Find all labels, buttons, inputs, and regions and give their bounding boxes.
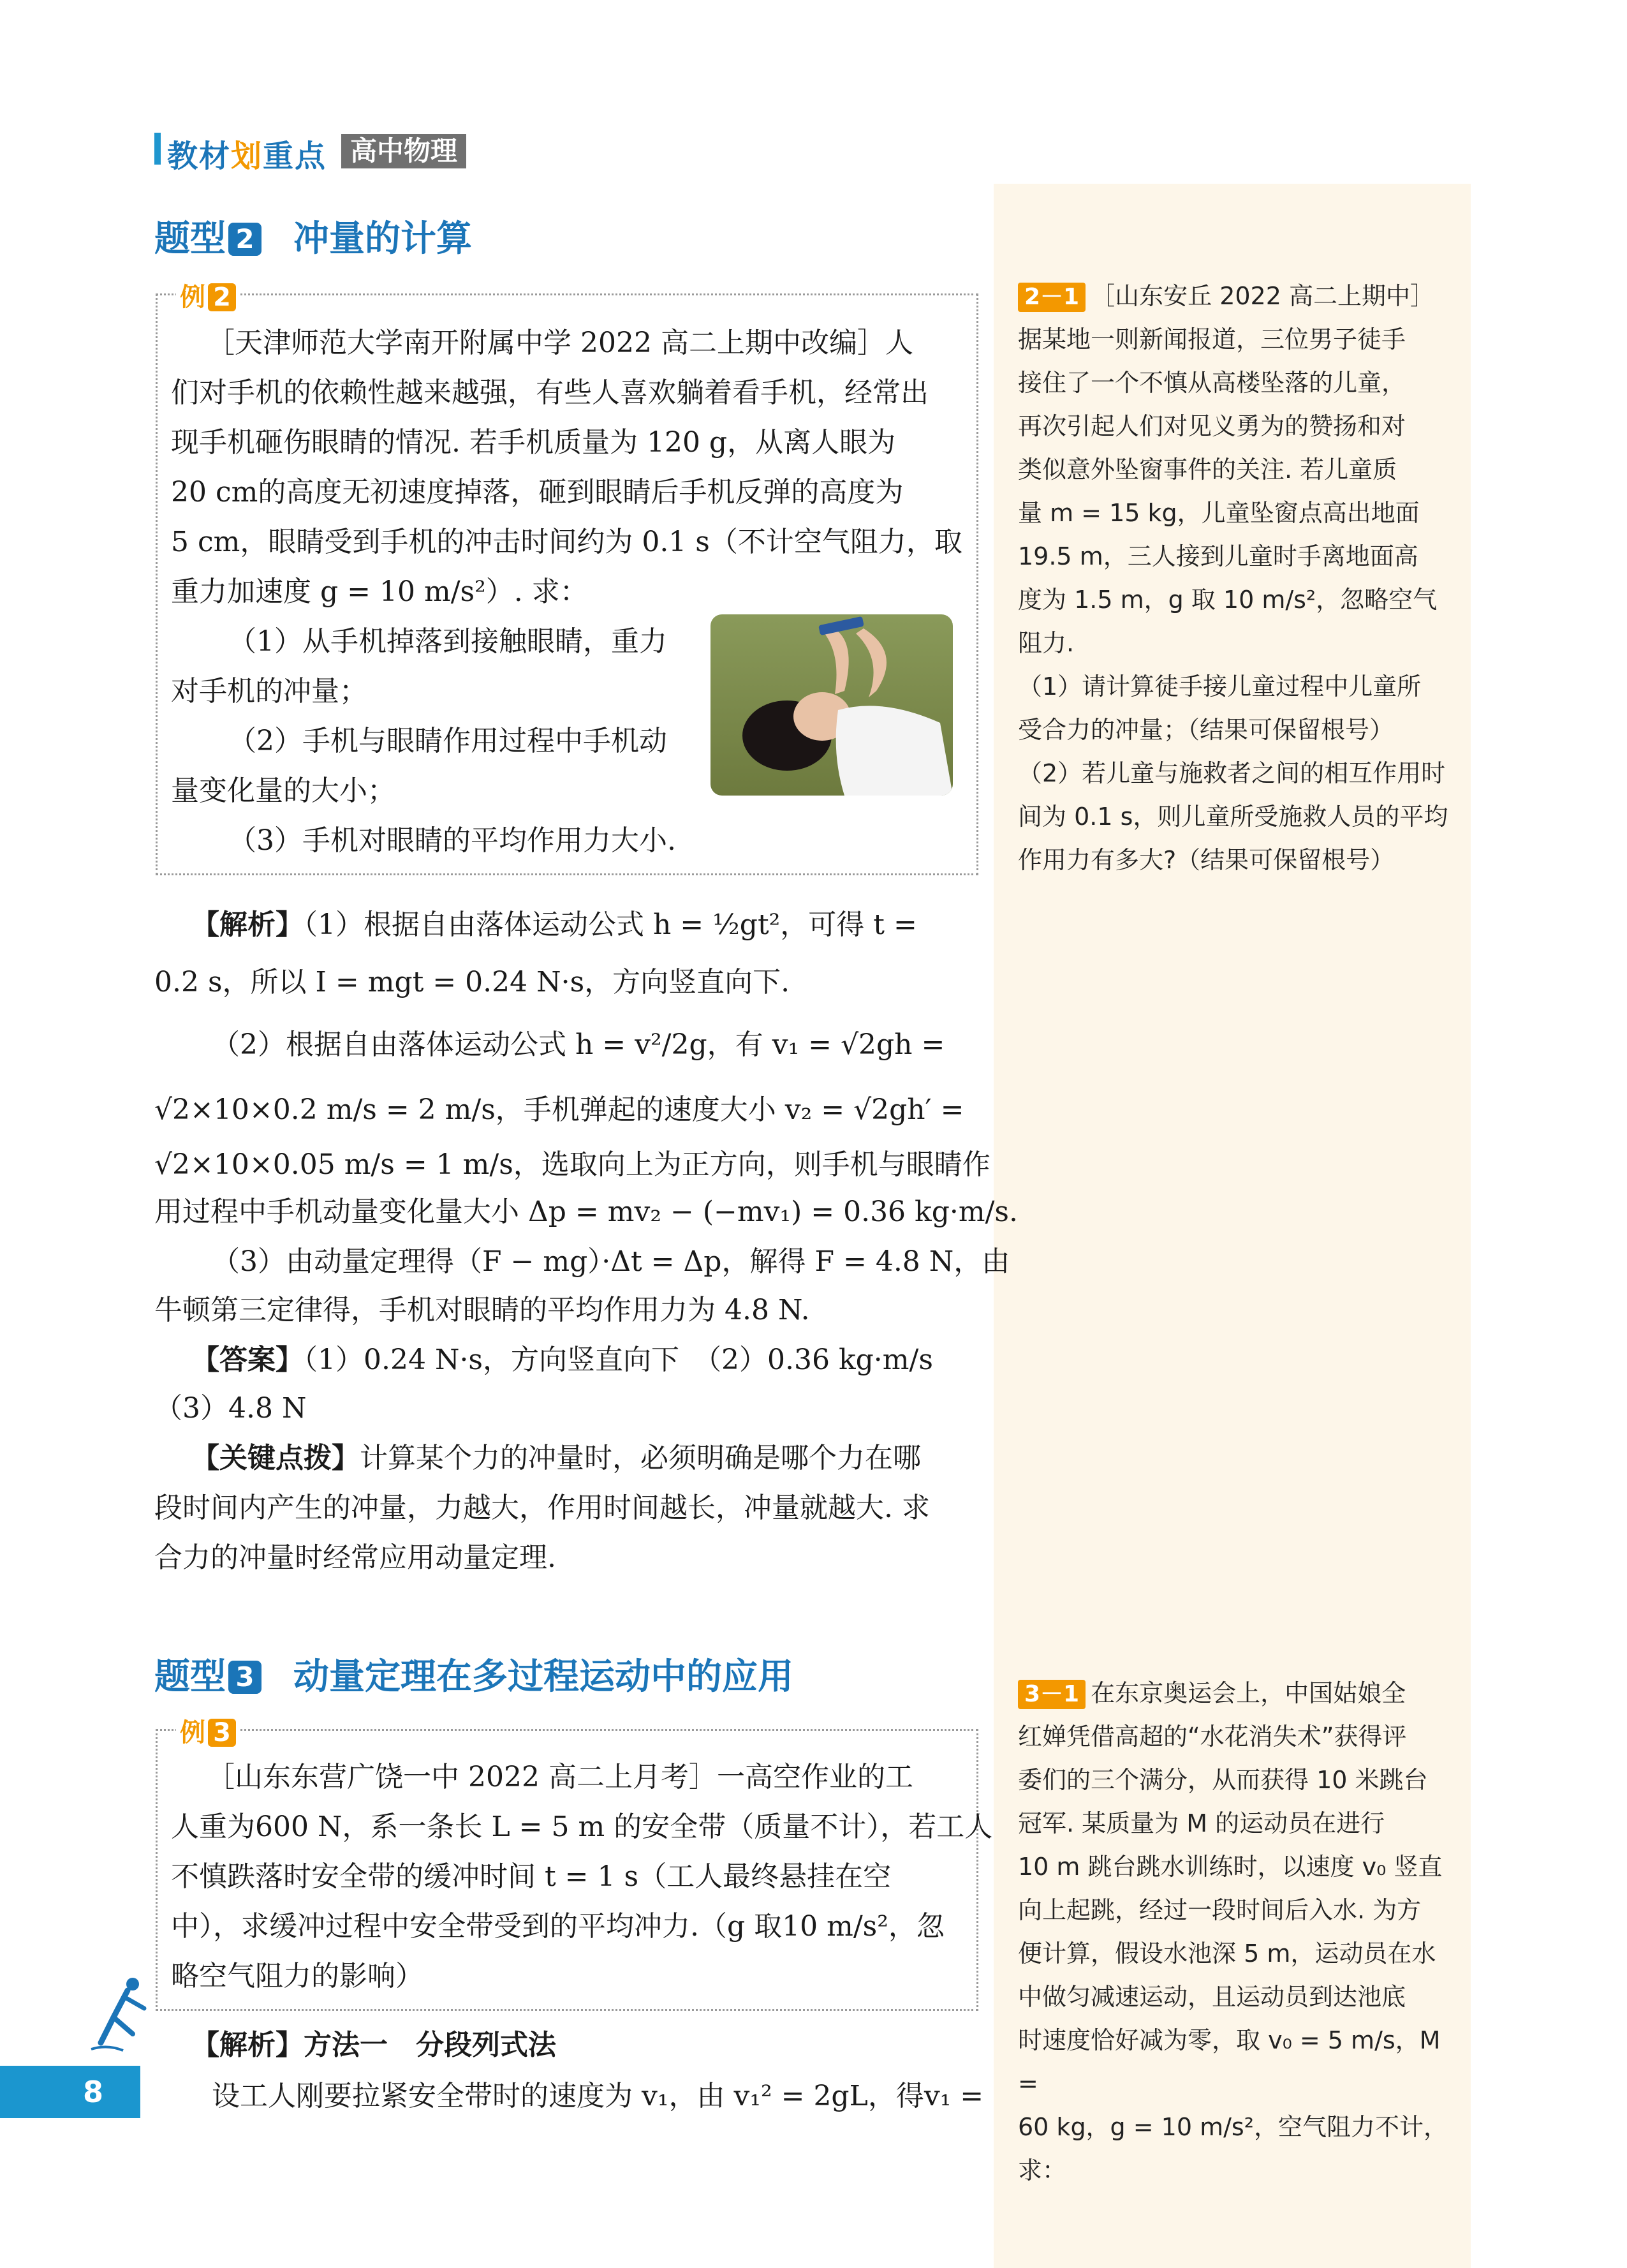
side-2-1-tag: 2－1	[1018, 283, 1086, 312]
example-2-line: 们对手机的依赖性越来越强，有些人喜欢躺着看手机，经常出	[171, 376, 929, 409]
example-3-line: 略空气阻力的影响）	[171, 1960, 423, 1992]
side-3-1-line: 时速度恰好减为零，取 v₀ = 5 m/s，M =	[1018, 2026, 1441, 2098]
side-2-1-line: 类似意外坠窗事件的关注. 若儿童质	[1018, 456, 1397, 484]
answer-text: （3）4.8 N	[154, 1392, 307, 1425]
example-2-line: 重力加速度 g = 10 m/s²）. 求：	[171, 575, 588, 608]
side-3-1-line: 红婵凭借高超的“水花消失术”获得评	[1018, 1723, 1407, 1751]
solution-3-heading	[191, 2026, 556, 2064]
book-brand	[167, 131, 327, 175]
section-2-heading	[154, 211, 472, 262]
side-problem-3-1	[1018, 1671, 1464, 2192]
solution-2-line: 用过程中手机动量变化量大小 Δp = mv₂ − (−mv₁) = 0.36 kg·m/s.	[154, 1196, 1018, 1228]
example-3-line: 人重为600 N，系一条长 L = 5 m 的安全带（质量不计），若工人	[171, 1811, 993, 1843]
section-2-label: 题型	[154, 218, 226, 260]
key-point-text: 段时间内产生的冲量，力越大，作用时间越长，冲量就越大. 求	[154, 1492, 930, 1524]
page-number: 8	[82, 2075, 103, 2109]
section-2-title: 冲量的计算	[293, 218, 472, 260]
example-2-question: 量变化量的大小；	[171, 775, 395, 807]
example-2-line: 20 cm的高度无初速度掉落，砸到眼睛后手机反弹的高度为	[171, 476, 904, 508]
solution-2-line: 0.2 s，所以 I = mgt = 0.24 N·s，方向竖直向下.	[154, 966, 790, 998]
swimmer-icon	[88, 1973, 152, 2056]
solution-2-line: （3）由动量定理得（F − mg）·Δt = Δp，解得 F = 4.8 N，由	[212, 1245, 1010, 1278]
solution-2-line: √2×10×0.2 m/s = 2 m/s，手机弹起的速度大小 v₂ = √2gh′ =	[154, 1093, 964, 1126]
solution-2-line: （2）根据自由落体运动公式 h = v²/2g，有 v₁ = √2gh =	[212, 1028, 945, 1061]
example-2-question: （1）从手机掉落到接触眼睛，重力	[228, 625, 667, 658]
key-point-text: 计算某个力的冲量时，必须明确是哪个力在哪	[360, 1442, 921, 1474]
answer-label: 【答案】	[191, 1344, 304, 1376]
example-3-tag	[176, 1712, 240, 1749]
example-2-tag-label: 例	[180, 283, 205, 312]
example-3-tag-label: 例	[180, 1718, 205, 1747]
solution-2-line-1	[191, 906, 917, 944]
solution-3	[154, 2026, 984, 2128]
side-2-1-line: 间为 0.1 s，则儿童所受施救人员的平均	[1018, 803, 1448, 831]
side-2-1-line: （1）请计算徒手接儿童过程中儿童所	[1018, 672, 1422, 700]
example-2-question: 对手机的冲量；	[171, 675, 367, 708]
example-3-text	[171, 1758, 993, 2007]
example-2-question: （2）手机与眼睛作用过程中手机动	[228, 725, 667, 757]
side-2-1-line: 据某地一则新闻报道，三位男子徒手	[1018, 325, 1406, 353]
side-3-1-line: 10 m 跳台跳水训练时，以速度 v₀ 竖直	[1018, 1853, 1443, 1881]
side-3-1-line: 在东京奥运会上，中国姑娘全	[1091, 1679, 1406, 1707]
brand-part1: 教材	[167, 138, 232, 174]
side-2-1-line: 受合力的冲量；（结果可保留根号）	[1018, 716, 1394, 744]
subject-label: 高中物理	[341, 134, 466, 168]
solution-3-line: 设工人刚要拉紧安全带时的速度为 v₁，由 v₁² = 2gL，得v₁ =	[212, 2080, 984, 2112]
brand-mark: 划	[231, 138, 263, 174]
side-problem-2-1	[1018, 274, 1464, 882]
example-2-line: 现手机砸伤眼睛的情况. 若手机质量为 120 g，从离人眼为	[171, 426, 896, 459]
section-3-label: 题型	[154, 1656, 226, 1698]
side-3-1-line: 便计算，假设水池深 5 m，运动员在水	[1018, 1939, 1436, 1968]
example-2-line: ［天津师范大学南开附属中学 2022 高二上期中改编］人	[207, 327, 913, 359]
section-3-heading	[154, 1649, 793, 1700]
answer-text: （1）0.24 N·s，方向竖直向下 （2）0.36 kg·m/s	[304, 1344, 933, 1376]
side-3-1-first-line	[1018, 1671, 1464, 1715]
phone-photo	[710, 614, 953, 796]
solution-2-line: √2×10×0.05 m/s = 1 m/s，选取向上为正方向，则手机与眼睛作	[154, 1148, 990, 1181]
side-2-1-line: 阻力.	[1018, 629, 1075, 657]
side-3-1-line: 冠军. 某质量为 M 的运动员在进行	[1018, 1809, 1385, 1837]
section-2-number: 2	[228, 223, 261, 256]
example-3-line: ［山东东营广饶一中 2022 高二上月考］一高空作业的工	[207, 1761, 913, 1793]
side-2-1-line: 量 m = 15 kg，儿童坠窗点高出地面	[1018, 499, 1420, 527]
side-2-1-line: ［山东安丘 2022 高二上期中］	[1091, 282, 1434, 310]
side-2-1-line: 19.5 m，三人接到儿童时手离地面高	[1018, 542, 1418, 570]
solution-2-line: 牛顿第三定律得，手机对眼睛的平均作用力为 4.8 N.	[154, 1294, 810, 1326]
side-2-1-line: 再次引起人们对见义勇为的赞扬和对	[1018, 412, 1406, 440]
side-2-1-line: （2）若儿童与施救者之间的相互作用时	[1018, 759, 1446, 787]
key-point-label: 【关键点拨】	[191, 1442, 360, 1474]
example-3-line: 中），求缓冲过程中安全带受到的平均冲力.（g 取10 m/s²，忽	[171, 1910, 945, 1943]
side-2-1-line: 作用力有多大?（结果可保留根号）	[1018, 846, 1395, 874]
side-2-1-first-line	[1018, 274, 1464, 318]
example-2-line: 5 cm，眼睛受到手机的冲击时间约为 0.1 s（不计空气阻力，取	[171, 526, 962, 558]
answer-line-1	[191, 1341, 933, 1379]
example-2-tag-number: 2	[208, 283, 236, 311]
key-point-line-1	[191, 1439, 921, 1478]
side-3-1-line: 60 kg，g = 10 m/s²，空气阻力不计，求：	[1018, 2113, 1448, 2184]
solution-2-line: （1）根据自由落体运动公式 h = ½gt²，可得 t =	[304, 908, 917, 941]
photo-illustration	[710, 614, 953, 796]
side-3-1-line: 中做匀减速运动，且运动员到达池底	[1018, 1983, 1406, 2011]
section-3-title: 动量定理在多过程运动中的应用	[293, 1656, 793, 1698]
side-2-1-line: 度为 1.5 m，g 取 10 m/s²，忽略空气	[1018, 586, 1438, 614]
example-3-line: 不慎跌落时安全带的缓冲时间 t = 1 s（工人最终悬挂在空	[171, 1860, 892, 1893]
side-3-1-line: 向上起跳，经过一段时间后入水. 为方	[1018, 1896, 1422, 1924]
side-3-1-tag: 3－1	[1018, 1680, 1086, 1709]
page-number-tab	[0, 2066, 140, 2118]
example-2-tag	[176, 277, 240, 313]
swimmer-drawing	[88, 1973, 152, 2056]
section-3-number: 3	[228, 1661, 261, 1694]
side-3-1-line: 委们的三个满分，从而获得 10 米跳台	[1018, 1766, 1428, 1794]
key-point-text: 合力的冲量时经常应用动量定理.	[154, 1541, 556, 1574]
header-accent-bar	[154, 133, 161, 165]
solution-2	[154, 906, 1018, 1608]
brand-part2: 重点	[263, 138, 327, 174]
side-2-1-line: 接住了一个不慎从高楼坠落的儿童，	[1018, 369, 1406, 397]
solution-3-label: 【解析】	[191, 2029, 304, 2061]
example-2-question: （3）手机对眼睛的平均作用力大小.	[228, 824, 676, 857]
solution-2-label: 【解析】	[191, 908, 304, 941]
example-3-tag-number: 3	[208, 1719, 236, 1747]
solution-3-method: 方法一 分段列式法	[304, 2029, 556, 2061]
